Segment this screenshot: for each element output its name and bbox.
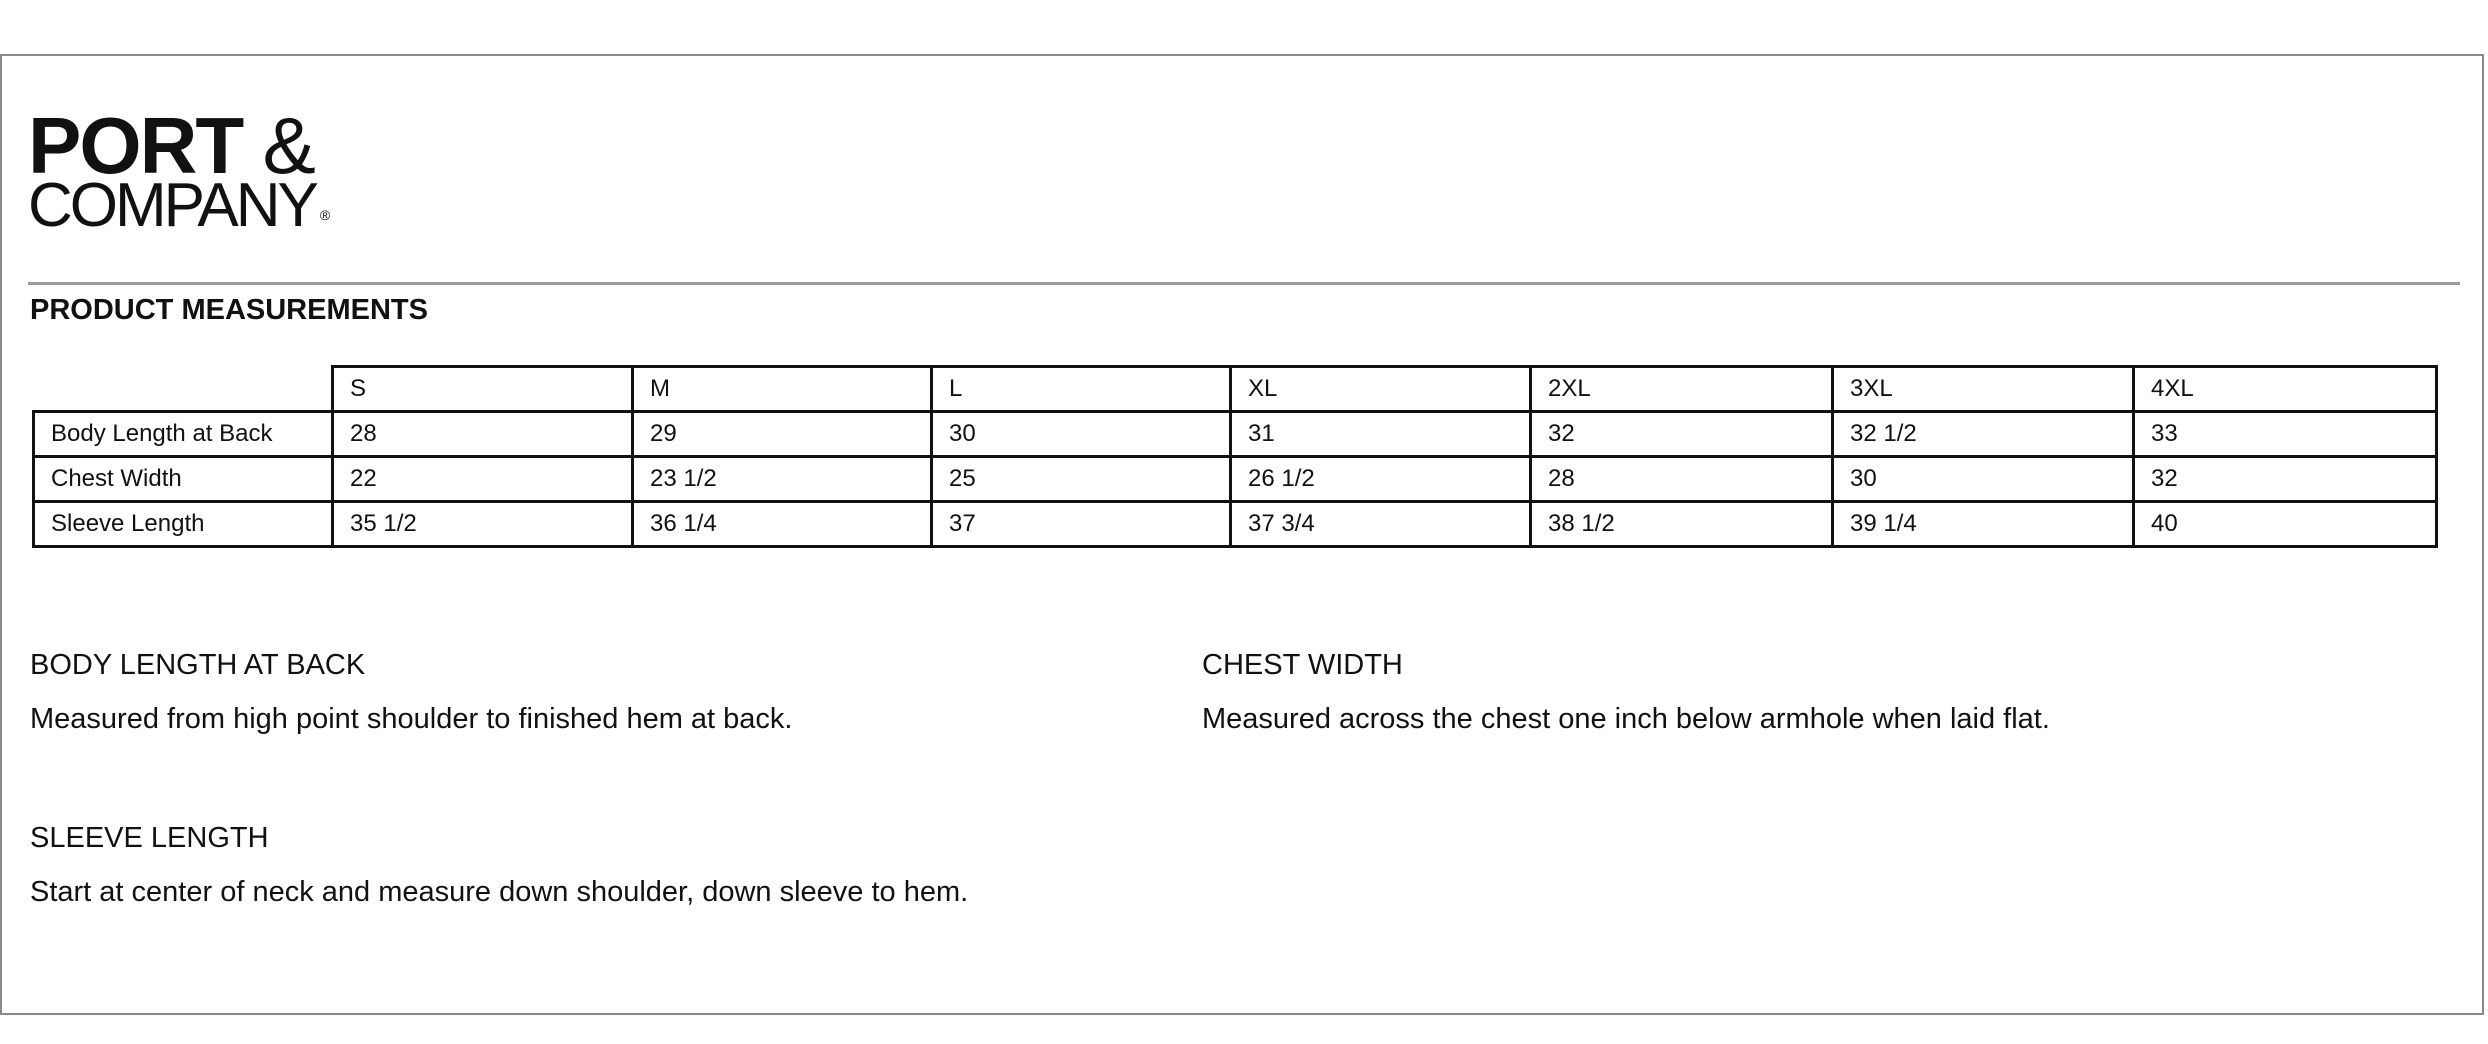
table-row	[34, 457, 2437, 502]
size-header: 3XL	[1833, 367, 2134, 412]
definition-text: Measured from high point shoulder to finished hem at back.	[30, 703, 793, 735]
table-cell: 37	[932, 502, 1231, 547]
table-cell: 32	[2134, 457, 2437, 502]
table-cell: 28	[333, 412, 633, 457]
logo-ampersand: &	[262, 101, 316, 190]
logo-word-port: PORT	[28, 101, 243, 190]
size-header: M	[633, 367, 932, 412]
size-header: 4XL	[2134, 367, 2437, 412]
table-corner-cell	[34, 367, 333, 412]
definition-text: Measured across the chest one inch below armhole when laid flat.	[1202, 703, 2050, 735]
size-header: 2XL	[1531, 367, 1833, 412]
table-cell: 30	[1833, 457, 2134, 502]
table-header-row	[34, 367, 2437, 412]
row-label: Body Length at Back	[34, 412, 333, 457]
definition-body-length	[30, 648, 792, 736]
definition-text: Start at center of neck and measure down shoulder, down sleeve to hem.	[30, 876, 969, 908]
table-cell: 23 1/2	[633, 457, 932, 502]
table-cell: 35 1/2	[333, 502, 633, 547]
table-cell: 32 1/2	[1833, 412, 2134, 457]
registered-mark: ®	[319, 207, 331, 223]
row-label: Chest Width	[34, 457, 333, 502]
logo-word-company: COMPANY	[28, 171, 316, 240]
table-cell: 22	[333, 457, 633, 502]
size-header: L	[932, 367, 1231, 412]
definition-chest-width	[1202, 648, 2050, 736]
definition-title: CHEST WIDTH	[1202, 649, 1403, 681]
table-cell: 29	[633, 412, 932, 457]
table-cell: 32	[1531, 412, 1833, 457]
definition-title: SLEEVE LENGTH	[30, 822, 269, 854]
table-cell: 40	[2134, 502, 2437, 547]
table-cell: 33	[2134, 412, 2437, 457]
row-label: Sleeve Length	[34, 502, 333, 547]
table-cell: 30	[932, 412, 1231, 457]
section-title: PRODUCT MEASUREMENTS	[30, 294, 428, 326]
table-cell: 36 1/4	[633, 502, 932, 547]
table-cell: 37 3/4	[1231, 502, 1531, 547]
measurements-table	[32, 365, 2438, 548]
table-cell: 26 1/2	[1231, 457, 1531, 502]
size-header: S	[333, 367, 633, 412]
table-row	[34, 412, 2437, 457]
table-cell: 31	[1231, 412, 1531, 457]
definition-title: BODY LENGTH AT BACK	[30, 649, 366, 681]
table-cell: 39 1/4	[1833, 502, 2134, 547]
logo-line-2	[28, 171, 331, 247]
header-divider	[28, 282, 2460, 285]
table-cell: 28	[1531, 457, 1833, 502]
table-row	[34, 502, 2437, 547]
table-cell: 38 1/2	[1531, 502, 1833, 547]
definition-sleeve-length	[30, 821, 968, 909]
port-and-company-logo	[28, 101, 418, 240]
table-cell: 25	[932, 457, 1231, 502]
size-header: XL	[1231, 367, 1531, 412]
